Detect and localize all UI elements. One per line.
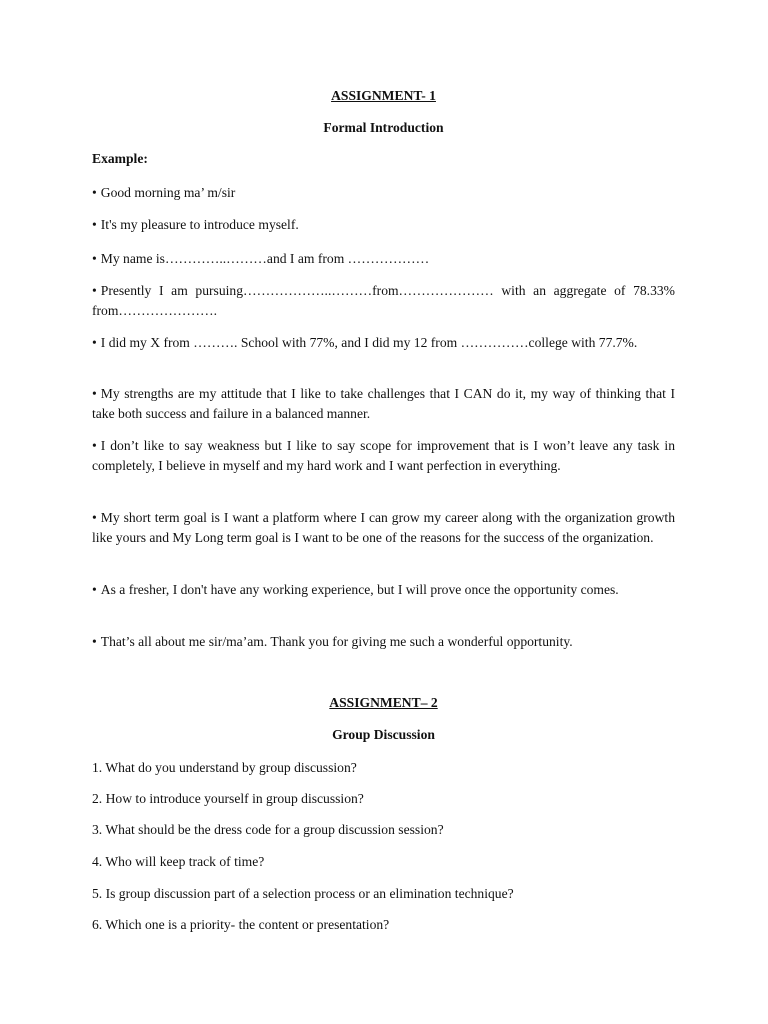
bullet-text: That’s all about me sir/ma’am. Thank you for giving me such a wonderful opportunity.	[100, 634, 573, 649]
question-item: 1. What do you understand by group discussion?	[92, 760, 357, 775]
bullet-icon: •	[92, 217, 97, 232]
assignment-2-title: ASSIGNMENT– 2	[329, 695, 438, 710]
question-item: 2. How to introduce yourself in group discussion?	[92, 791, 364, 806]
bullet-icon: •	[92, 185, 97, 200]
bullet-icon: •	[92, 283, 97, 298]
bullet-item-2	[92, 215, 675, 235]
bullet-item-3	[92, 249, 675, 269]
bullet-icon: •	[92, 251, 97, 266]
bullet-text: I did my X from ………. School with 77%, and I did my 12 from ……………college with 77.7%.	[100, 335, 638, 350]
bullet-text: My strengths are my attitude that I like to take challenges that I CAN do it, my way of thinking that I take both success and failure in a balanced manner.	[92, 386, 675, 421]
bullet-item-9	[92, 580, 675, 600]
bullet-item-1	[92, 183, 675, 203]
assignment-1-subtitle: Formal Introduction	[323, 120, 444, 135]
question-item: 3. What should be the dress code for a group discussion session?	[92, 822, 444, 837]
bullet-text: I don’t like to say weakness but I like to say scope for improvement that is I won’t leave any task in completely, I believe in myself and my hard work and I want perfection in everything.	[92, 438, 675, 473]
bullet-icon: •	[92, 386, 97, 401]
bullet-item-7	[92, 436, 675, 476]
assignment-2-subtitle: Group Discussion	[332, 727, 435, 742]
bullet-icon: •	[92, 510, 97, 525]
question-item: 6. Which one is a priority- the content or presentation?	[92, 917, 390, 932]
bullet-text: My short term goal is I want a platform where I can grow my career along with the organization growth like yours and My Long term goal is I want to be one of the reasons for the success of the organization.	[92, 510, 675, 545]
bullet-icon: •	[92, 582, 97, 597]
question-item: 5. Is group discussion part of a selection process or an elimination technique?	[92, 886, 514, 901]
bullet-item-8	[92, 508, 675, 548]
bullet-item-4	[92, 281, 675, 321]
bullet-icon: •	[92, 634, 97, 649]
example-label: Example:	[92, 151, 148, 166]
assignment-1-title: ASSIGNMENT- 1	[331, 88, 436, 103]
bullet-item-6	[92, 384, 675, 424]
bullet-text: My name is…………..………and I am from ………………	[100, 251, 430, 266]
bullet-text: Presently I am pursuing………………..………from………………… with an aggregate of 78.33% from………………….	[92, 283, 675, 318]
bullet-icon: •	[92, 335, 97, 350]
bullet-text: As a fresher, I don't have any working experience, but I will prove once the opportunity comes.	[100, 582, 619, 597]
question-item: 4. Who will keep track of time?	[92, 854, 265, 869]
bullet-item-10	[92, 632, 675, 652]
bullet-text: It's my pleasure to introduce myself.	[100, 217, 299, 232]
bullet-icon: •	[92, 438, 97, 453]
bullet-item-5	[92, 333, 675, 353]
bullet-text: Good morning ma’ m/sir	[100, 185, 236, 200]
